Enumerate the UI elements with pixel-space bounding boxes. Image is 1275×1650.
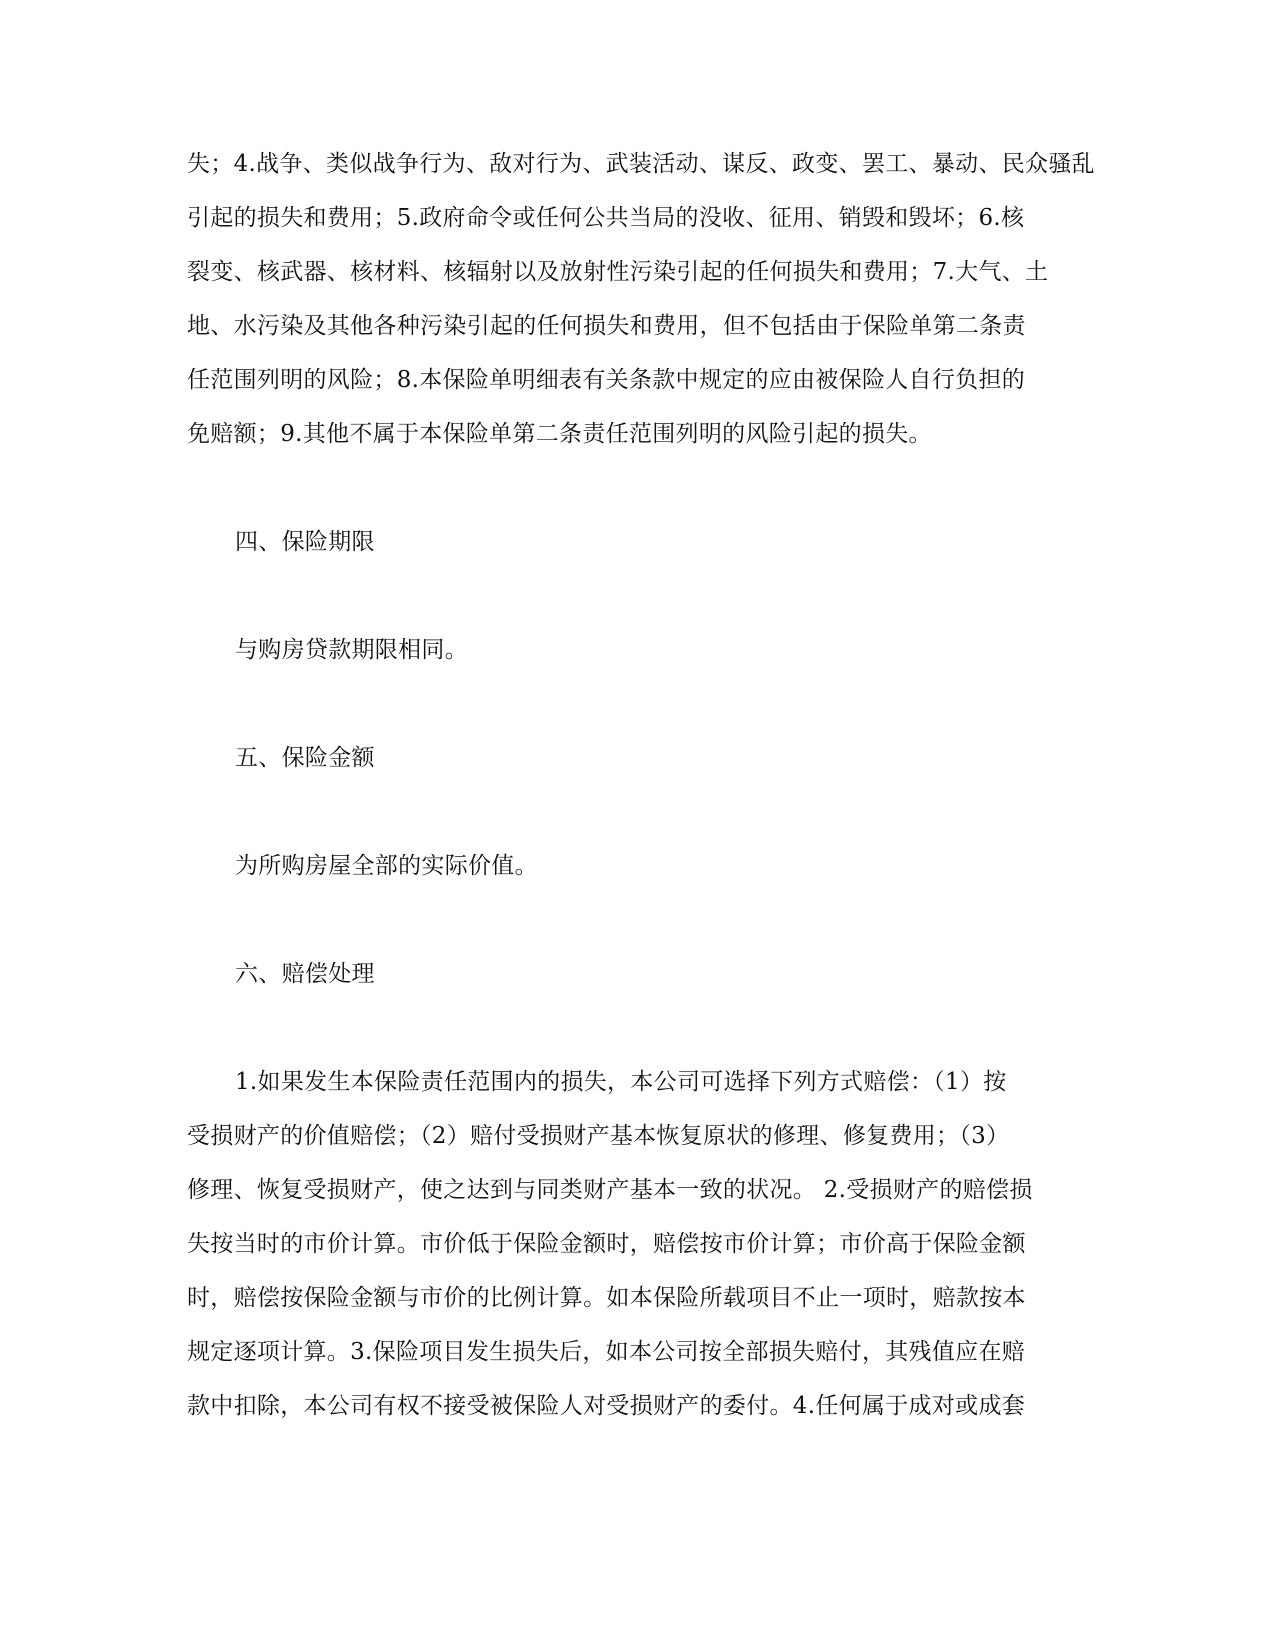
paragraph-line: 裂变、核武器、核材料、核辐射以及放射性污染引起的任何损失和费用；7.大气、土 bbox=[187, 259, 1049, 285]
paragraph-line: 引起的损失和费用；5.政府命令或任何公共当局的没收、征用、销毁和毁坏；6.核 bbox=[187, 205, 1025, 231]
paragraph-line: 款中扣除，本公司有权不接受被保险人对受损财产的委付。4.任何属于成对或成套 bbox=[187, 1393, 1026, 1419]
paragraph-line: 任范围列明的风险；8.本保险单明细表有关条款中规定的应由被保险人自行负担的 bbox=[187, 367, 1026, 393]
section-heading: 四、保险期限 bbox=[235, 529, 375, 555]
paragraph-line: 地、水污染及其他各种污染引起的任何损失和费用，但不包括由于保险单第二条责 bbox=[187, 313, 1026, 339]
section-text: 与购房贷款期限相同。 bbox=[235, 637, 468, 663]
section-heading: 五、保险金额 bbox=[235, 745, 375, 771]
section-heading: 六、赔偿处理 bbox=[235, 961, 375, 987]
paragraph-line: 受损财产的价值赔偿；（2）赔付受损财产基本恢复原状的修理、修复费用；（3） bbox=[187, 1123, 1010, 1149]
paragraph-line: 失按当时的市价计算。市价低于保险金额时，赔偿按市价计算；市价高于保险金额 bbox=[187, 1231, 1026, 1257]
paragraph-line: 修理、恢复受损财产，使之达到与同类财产基本一致的状况。 2.受损财产的赔偿损 bbox=[187, 1177, 1033, 1203]
paragraph-line: 失；4.战争、类似战争行为、敌对行为、武装活动、谋反、政变、罢工、暴动、民众骚乱 bbox=[187, 151, 1095, 177]
paragraph-line: 时，赔偿按保险金额与市价的比例计算。如本保险所载项目不止一项时，赔款按本 bbox=[187, 1285, 1026, 1311]
paragraph-line: 规定逐项计算。3.保险项目发生损失后，如本公司按全部损失赔付，其残值应在赔 bbox=[187, 1339, 1026, 1365]
paragraph-line: 1.如果发生本保险责任范围内的损失，本公司可选择下列方式赔偿：（1）按 bbox=[235, 1069, 1007, 1095]
section-text: 为所购房屋全部的实际价值。 bbox=[235, 853, 538, 879]
paragraph-line: 免赔额；9.其他不属于本保险单第二条责任范围列明的风险引起的损失。 bbox=[187, 421, 932, 447]
